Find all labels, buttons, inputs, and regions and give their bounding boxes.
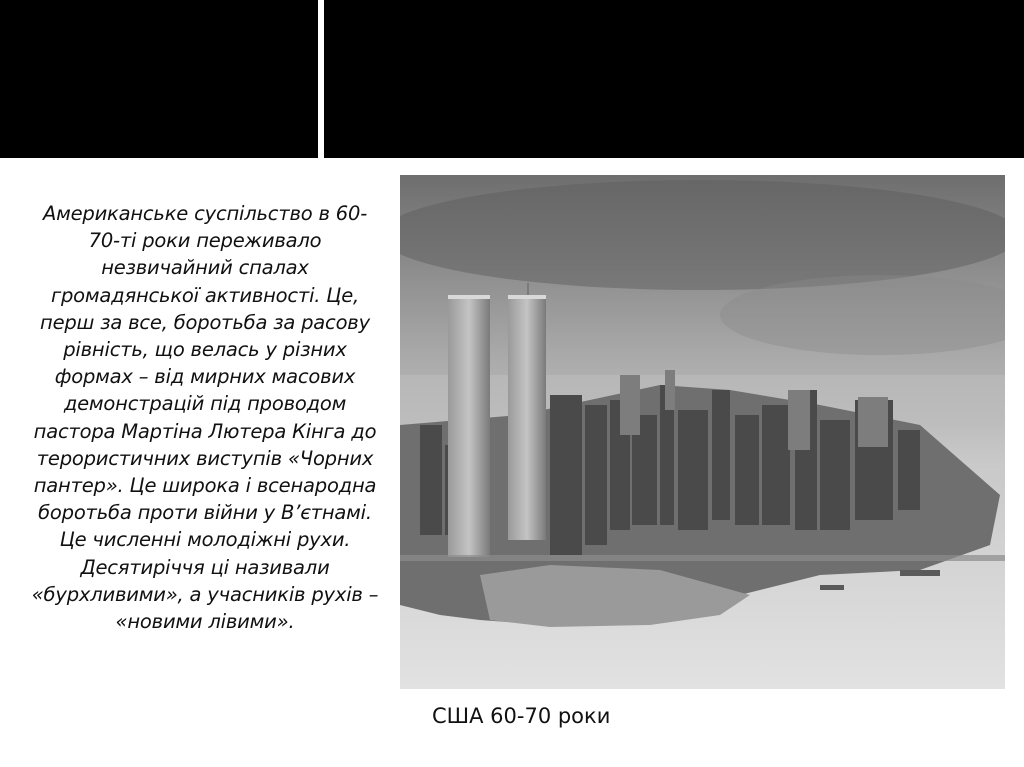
header-bar <box>0 0 1024 160</box>
photo-caption: США 60-70 роки <box>432 704 611 728</box>
header-underline <box>0 158 1024 160</box>
body-text: Американське суспільство в 60-70-ті роки переживало незвичайний спалах громадянської активності. Це, перш за все, боротьба за расову рівність, що велась у різних формах – від мирних масових демонстрацій під проводом пастора Мартіна Лютера Кінга до терористичних виступів «Чорних пантер». Це широка і всенародна боротьба проти війни у В’єтнамі. Це численні молодіжні рухи. Десятиріччя ці називали «бурхливими», а учасників рухів – «новими лівими». <box>31 202 379 634</box>
city-photo <box>400 175 1005 689</box>
header-right-block <box>324 0 1024 158</box>
header-left-block <box>0 0 318 158</box>
